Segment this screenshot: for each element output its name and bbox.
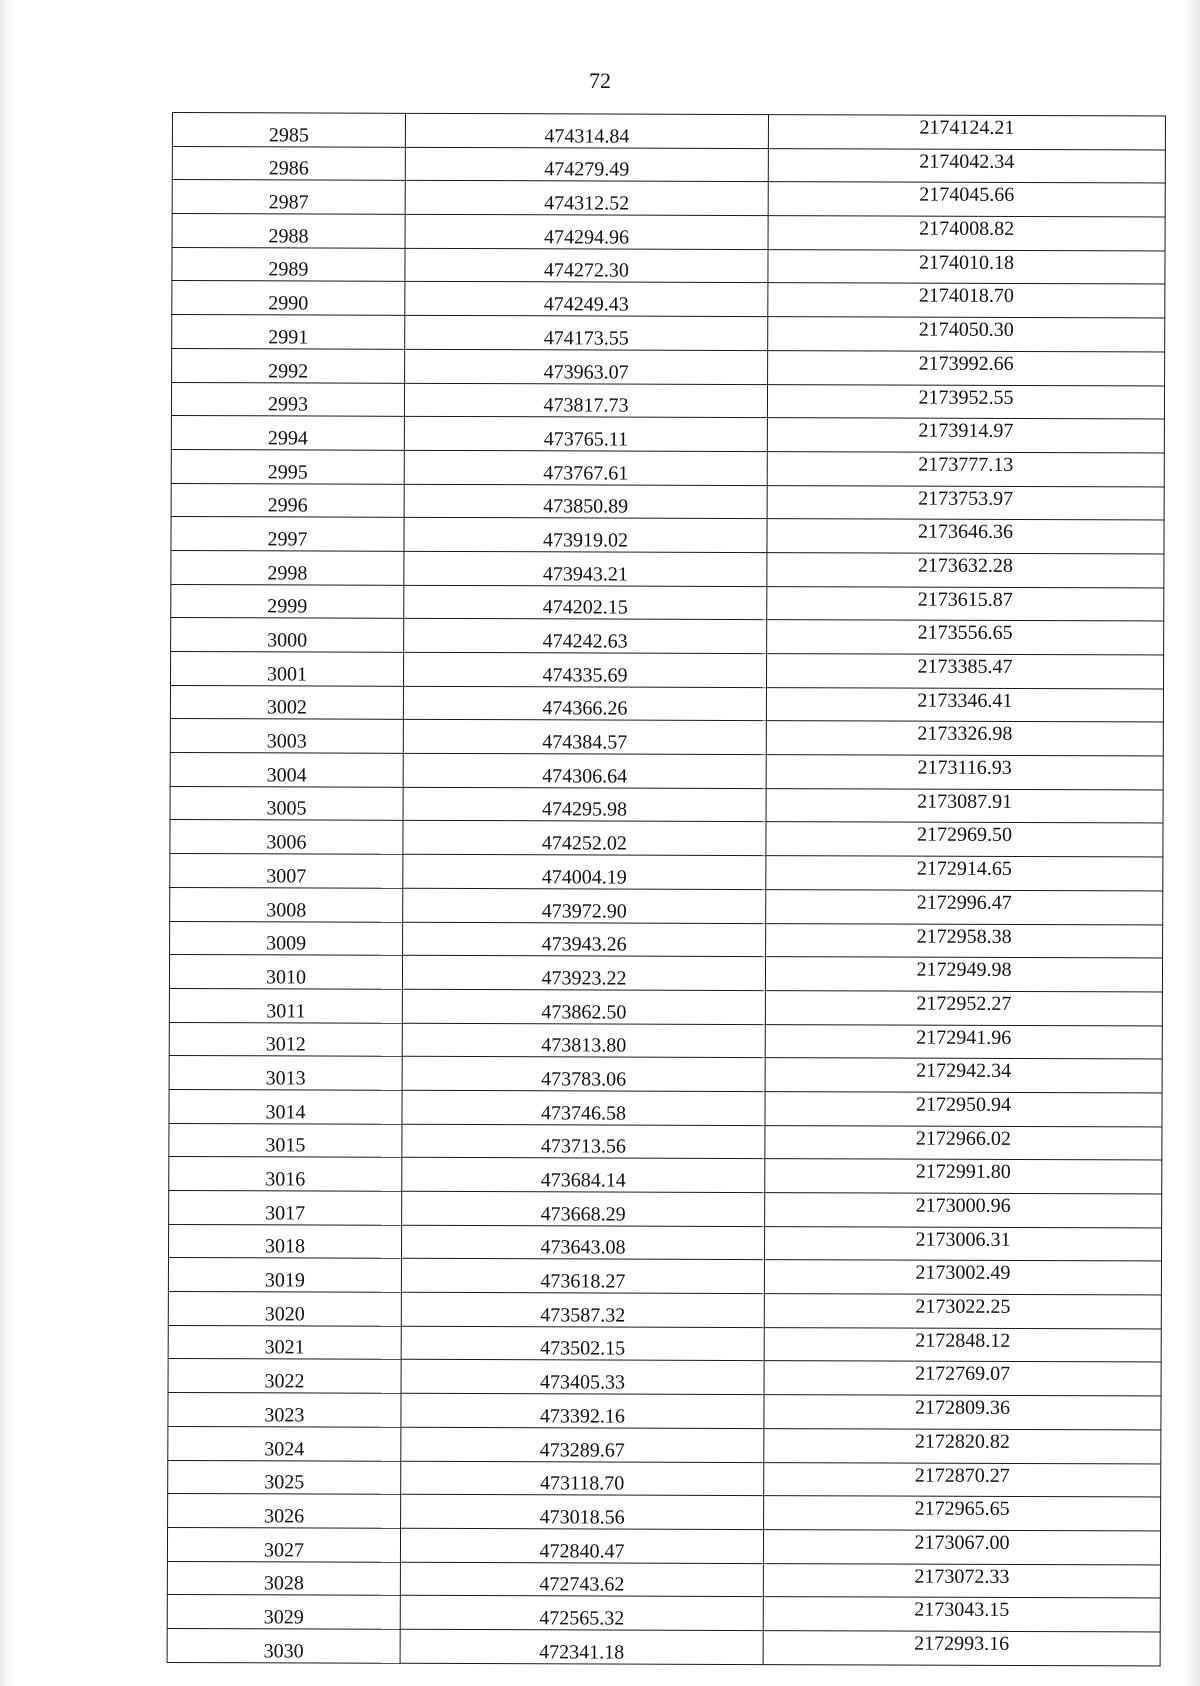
table-row [169, 1224, 1162, 1261]
y-coordinate-cell: 2172949.98 [765, 957, 1162, 992]
y-coordinate-cell: 2172991.80 [765, 1159, 1162, 1194]
x-coordinate-cell: 474314.84 [405, 113, 768, 148]
x-coordinate-cell: 473405.33 [401, 1360, 764, 1395]
table-row [172, 348, 1165, 385]
x-coordinate-cell: 473862.50 [402, 989, 765, 1024]
point-number-cell: 3018 [169, 1224, 402, 1259]
y-coordinate-cell: 2173000.96 [765, 1193, 1162, 1228]
coordinate-table-container [167, 112, 1162, 1666]
coordinate-table-body [167, 113, 1165, 1666]
x-coordinate-cell: 474272.30 [405, 248, 768, 283]
table-row [168, 1494, 1161, 1531]
point-number-cell: 2997 [171, 517, 404, 552]
table-row [171, 517, 1164, 554]
y-coordinate-cell: 2173072.33 [763, 1563, 1160, 1598]
x-coordinate-cell: 474004.19 [403, 854, 766, 889]
point-number-cell: 3026 [168, 1494, 401, 1529]
table-row [172, 281, 1165, 318]
x-coordinate-cell: 473668.29 [402, 1191, 765, 1226]
table-row [171, 382, 1164, 419]
table-row [170, 887, 1163, 924]
x-coordinate-cell: 474279.49 [405, 147, 768, 182]
y-coordinate-cell: 2173753.97 [767, 485, 1164, 520]
point-number-cell: 3024 [168, 1426, 401, 1461]
table-row [169, 1157, 1162, 1194]
y-coordinate-cell: 2172809.36 [764, 1395, 1161, 1430]
x-coordinate-cell: 474252.02 [403, 821, 766, 856]
y-coordinate-cell: 2172769.07 [764, 1361, 1161, 1396]
x-coordinate-cell: 473919.02 [404, 518, 767, 553]
y-coordinate-cell: 2174008.82 [768, 216, 1165, 251]
point-number-cell: 2989 [172, 247, 405, 282]
y-coordinate-cell: 2172993.16 [763, 1631, 1160, 1666]
point-number-cell: 2986 [172, 146, 405, 181]
y-coordinate-cell: 2172942.34 [765, 1058, 1162, 1093]
y-coordinate-cell: 2173002.49 [764, 1260, 1161, 1295]
y-coordinate-cell: 2174124.21 [768, 115, 1165, 150]
y-coordinate-cell: 2174010.18 [768, 249, 1165, 284]
y-coordinate-cell: 2172966.02 [765, 1125, 1162, 1160]
table-row [167, 1595, 1160, 1632]
point-number-cell: 3023 [168, 1393, 401, 1428]
x-coordinate-cell: 474173.55 [405, 315, 768, 350]
y-coordinate-cell: 2173067.00 [763, 1529, 1160, 1564]
table-row [171, 584, 1164, 621]
y-coordinate-cell: 2173556.65 [767, 620, 1164, 655]
x-coordinate-cell: 473923.22 [402, 955, 765, 990]
x-coordinate-cell: 474335.69 [403, 652, 766, 687]
point-number-cell: 3008 [170, 887, 403, 922]
point-number-cell: 2988 [172, 214, 405, 249]
x-coordinate-cell: 473587.32 [401, 1292, 764, 1327]
point-number-cell: 3005 [170, 786, 403, 821]
x-coordinate-cell: 473817.73 [404, 383, 767, 418]
table-row [172, 180, 1165, 217]
y-coordinate-cell: 2172870.27 [764, 1462, 1161, 1497]
x-coordinate-cell: 473972.90 [403, 888, 766, 923]
y-coordinate-cell: 2172941.96 [765, 1024, 1162, 1059]
x-coordinate-cell: 473643.08 [401, 1225, 764, 1260]
table-row [168, 1460, 1161, 1497]
x-coordinate-cell: 473684.14 [402, 1158, 765, 1193]
point-number-cell: 3028 [167, 1561, 400, 1596]
point-number-cell: 3017 [169, 1190, 402, 1225]
table-row [169, 1056, 1162, 1093]
y-coordinate-cell: 2172965.65 [764, 1496, 1161, 1531]
x-coordinate-cell: 473618.27 [401, 1259, 764, 1294]
point-number-cell: 3003 [170, 719, 403, 754]
point-number-cell: 3006 [170, 820, 403, 855]
table-row [167, 1527, 1160, 1564]
y-coordinate-cell: 2173952.55 [767, 384, 1164, 419]
table-row [171, 618, 1164, 655]
table-row [168, 1393, 1161, 1430]
point-number-cell: 3019 [168, 1258, 401, 1293]
table-row [171, 449, 1164, 486]
table-row [169, 1022, 1162, 1059]
x-coordinate-cell: 473850.89 [404, 484, 767, 519]
x-coordinate-cell: 472341.18 [400, 1629, 763, 1664]
y-coordinate-cell: 2172969.50 [766, 822, 1163, 857]
table-row [170, 651, 1163, 688]
x-coordinate-cell: 473018.56 [401, 1494, 764, 1529]
table-row [171, 416, 1164, 453]
table-row [168, 1292, 1161, 1329]
point-number-cell: 3022 [168, 1359, 401, 1394]
table-row [171, 550, 1164, 587]
x-coordinate-cell: 474294.96 [405, 214, 768, 249]
x-coordinate-cell: 472743.62 [400, 1562, 763, 1597]
y-coordinate-cell: 2173385.47 [766, 654, 1163, 689]
x-coordinate-cell: 473963.07 [405, 349, 768, 384]
x-coordinate-cell: 474249.43 [405, 282, 768, 317]
point-number-cell: 3020 [168, 1292, 401, 1327]
y-coordinate-cell: 2172914.65 [766, 856, 1163, 891]
table-row [168, 1426, 1161, 1463]
table-row [168, 1359, 1161, 1396]
y-coordinate-cell: 2173632.28 [767, 553, 1164, 588]
table-row [167, 1628, 1160, 1665]
y-coordinate-cell: 2173043.15 [763, 1597, 1160, 1632]
y-coordinate-cell: 2173992.66 [768, 350, 1165, 385]
table-row [168, 1258, 1161, 1295]
table-row [170, 753, 1163, 790]
y-coordinate-cell: 2173006.31 [764, 1226, 1161, 1261]
point-number-cell: 3004 [170, 753, 403, 788]
table-row [172, 315, 1165, 352]
y-coordinate-cell: 2173087.91 [766, 788, 1163, 823]
table-row [169, 955, 1162, 992]
page-number: 72 [589, 68, 611, 93]
point-number-cell: 2992 [172, 348, 405, 383]
point-number-cell: 3015 [169, 1123, 402, 1158]
point-number-cell: 2993 [171, 382, 404, 417]
table-row [172, 146, 1165, 183]
y-coordinate-cell: 2173116.93 [766, 755, 1163, 790]
point-number-cell: 3011 [169, 988, 402, 1023]
point-number-cell: 3002 [170, 685, 403, 720]
table-row [170, 921, 1163, 958]
y-coordinate-cell: 2173777.13 [767, 451, 1164, 486]
point-number-cell: 3000 [171, 618, 404, 653]
y-coordinate-cell: 2174018.70 [768, 283, 1165, 318]
x-coordinate-cell: 472840.47 [400, 1528, 763, 1563]
point-number-cell: 3013 [169, 1056, 402, 1091]
coordinate-table [167, 112, 1166, 1666]
y-coordinate-cell: 2172996.47 [766, 889, 1163, 924]
x-coordinate-cell: 474306.64 [403, 753, 766, 788]
table-row [169, 988, 1162, 1025]
point-number-cell: 3029 [167, 1595, 400, 1630]
x-coordinate-cell: 473289.67 [401, 1427, 764, 1462]
point-number-cell: 3030 [167, 1628, 400, 1663]
y-coordinate-cell: 2173346.41 [766, 687, 1163, 722]
y-coordinate-cell: 2174045.66 [768, 182, 1165, 217]
x-coordinate-cell: 474202.15 [404, 585, 767, 620]
y-coordinate-cell: 2174050.30 [768, 317, 1165, 352]
table-row [170, 719, 1163, 756]
x-coordinate-cell: 473118.70 [401, 1461, 764, 1496]
y-coordinate-cell: 2172958.38 [766, 923, 1163, 958]
scan-edge-left [0, 0, 14, 1686]
point-number-cell: 3021 [168, 1325, 401, 1360]
y-coordinate-cell: 2172950.94 [765, 1092, 1162, 1127]
table-row [170, 820, 1163, 857]
point-number-cell: 2994 [171, 416, 404, 451]
x-coordinate-cell: 473813.80 [402, 1023, 765, 1058]
x-coordinate-cell: 473943.26 [403, 922, 766, 957]
point-number-cell: 2987 [172, 180, 405, 215]
table-row [172, 113, 1165, 150]
table-row [170, 786, 1163, 823]
y-coordinate-cell: 2173326.98 [766, 721, 1163, 756]
y-coordinate-cell: 2173022.25 [764, 1294, 1161, 1329]
table-row [170, 685, 1163, 722]
point-number-cell: 3014 [169, 1089, 402, 1124]
table-row [169, 1190, 1162, 1227]
x-coordinate-cell: 474384.57 [403, 720, 766, 755]
x-coordinate-cell: 473767.61 [404, 450, 767, 485]
x-coordinate-cell: 473765.11 [404, 417, 767, 452]
x-coordinate-cell: 474242.63 [404, 619, 767, 654]
y-coordinate-cell: 2172820.82 [764, 1428, 1161, 1463]
point-number-cell: 2991 [172, 315, 405, 350]
point-number-cell: 3027 [167, 1527, 400, 1562]
x-coordinate-cell: 473746.58 [402, 1090, 765, 1125]
y-coordinate-cell: 2174042.34 [768, 148, 1165, 183]
y-coordinate-cell: 2173914.97 [767, 418, 1164, 453]
point-number-cell: 3001 [170, 651, 403, 686]
table-row [172, 214, 1165, 251]
x-coordinate-cell: 473392.16 [401, 1393, 764, 1428]
table-row [170, 854, 1163, 891]
x-coordinate-cell: 474312.52 [405, 181, 768, 216]
table-row [172, 247, 1165, 284]
x-coordinate-cell: 473502.15 [401, 1326, 764, 1361]
point-number-cell: 2996 [171, 483, 404, 518]
x-coordinate-cell: 473713.56 [402, 1124, 765, 1159]
x-coordinate-cell: 472565.32 [400, 1596, 763, 1631]
table-row [167, 1561, 1160, 1598]
y-coordinate-cell: 2172848.12 [764, 1327, 1161, 1362]
x-coordinate-cell: 474366.26 [403, 686, 766, 721]
point-number-cell: 3016 [169, 1157, 402, 1192]
point-number-cell: 2990 [172, 281, 405, 316]
point-number-cell: 2998 [171, 550, 404, 585]
point-number-cell: 2985 [172, 113, 405, 148]
y-coordinate-cell: 2173646.36 [767, 519, 1164, 554]
x-coordinate-cell: 473943.21 [404, 551, 767, 586]
table-row [169, 1123, 1162, 1160]
table-row [169, 1089, 1162, 1126]
point-number-cell: 2999 [171, 584, 404, 619]
x-coordinate-cell: 474295.98 [403, 787, 766, 822]
x-coordinate-cell: 473783.06 [402, 1057, 765, 1092]
point-number-cell: 3007 [170, 854, 403, 889]
point-number-cell: 3009 [170, 921, 403, 956]
point-number-cell: 3010 [169, 955, 402, 990]
table-row [171, 483, 1164, 520]
point-number-cell: 3012 [169, 1022, 402, 1057]
scan-edge-right [1184, 0, 1200, 1686]
point-number-cell: 2995 [171, 449, 404, 484]
y-coordinate-cell: 2172952.27 [765, 990, 1162, 1025]
y-coordinate-cell: 2173615.87 [767, 586, 1164, 621]
point-number-cell: 3025 [168, 1460, 401, 1495]
table-row [168, 1325, 1161, 1362]
